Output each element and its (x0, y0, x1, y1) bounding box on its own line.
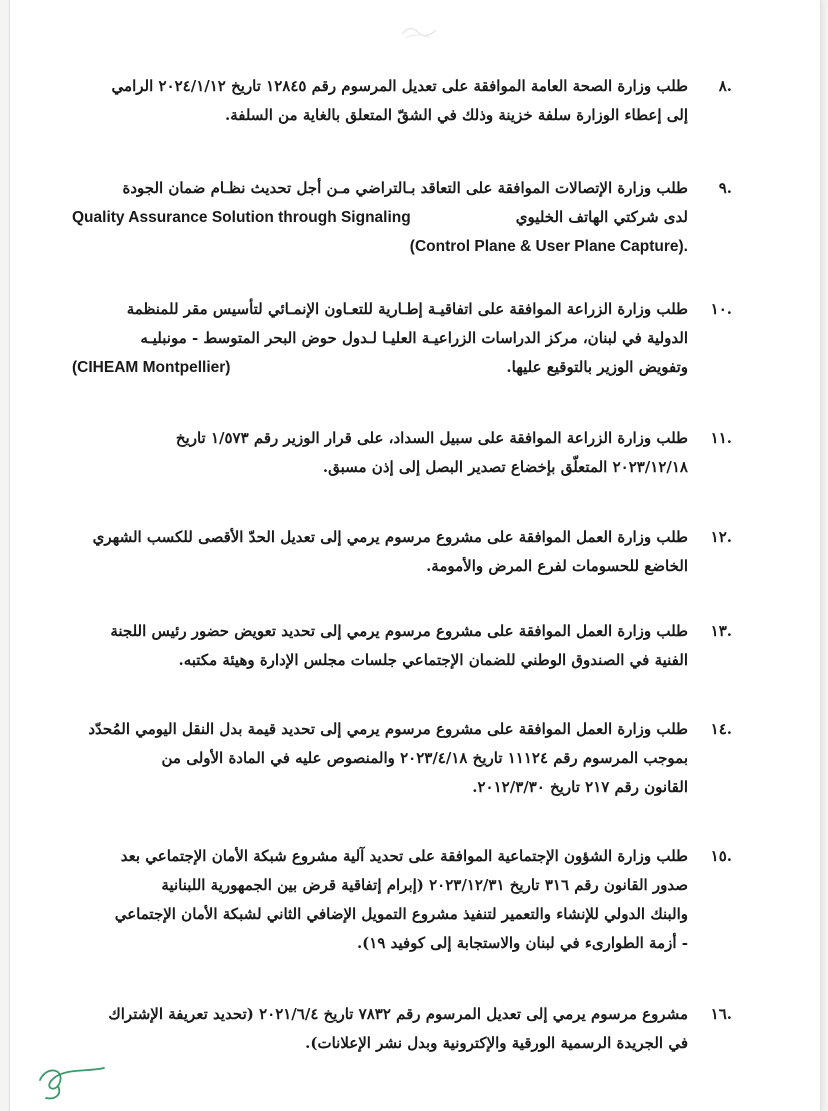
item-line: في الجريدة الرسمية الورقية والإكترونية وبدل نشر الإعلانات). (305, 1034, 688, 1052)
item-line (72, 203, 688, 232)
item-line: بموجب المرسوم رقم ١١١٢٤ تاريخ ٢٠٢٣/٤/١٨ والمنصوص عليه في المادة الأولى من (161, 749, 688, 767)
item-line: طلب وزارة العمل الموافقة على مشروع مرسوم يرمي إلى تحديد تعويض حضور رئيس اللجنة (110, 622, 688, 640)
item-line: القانون رقم ٢١٧ تاريخ ٢٠١٢/٣/٣٠. (472, 778, 688, 796)
list-item (72, 1000, 732, 1058)
document-page (10, 0, 820, 1111)
item-line-arabic: وتفويض الوزير بالتوقيع عليها. (506, 358, 688, 376)
list-item (72, 72, 732, 130)
item-line: الدولية في لبنان، مركز الدراسات الزراعيـة العليـا لـدول حوض البحر المتوسط - مونبليـه (140, 329, 688, 347)
item-text (72, 1000, 688, 1058)
item-line-latin: (CIHEAM Montpellier) (72, 359, 231, 376)
item-line: صدور القانون رقم ٣١٦ تاريخ ٢٠٢٣/١٢/٣١ (إبرام إتفاقية قرض بين الجمهورية اللبنانية (161, 876, 688, 894)
item-line-latin: Quality Assurance Solution through Signaling (72, 209, 411, 226)
item-line: والبنك الدولي للإنشاء والتعمير لتنفيذ مشروع التمويل الإضافي الثاني لشبكة الأمان الإجتماعي (114, 905, 688, 923)
item-text (72, 617, 688, 675)
item-text (72, 715, 688, 802)
item-number: .١٣ (710, 622, 732, 640)
item-line: - أزمة الطوارىء في لبنان والاستجابة إلى كوفيد ١٩). (356, 934, 688, 952)
item-number: .١٤ (710, 720, 732, 738)
item-text (72, 295, 688, 382)
item-number: .١٥ (710, 847, 732, 865)
item-number: .٩ (718, 179, 732, 197)
item-line: طلب وزارة الزراعة الموافقة على اتفاقيـة إطـارية للتعـاون الإنمـائي لتأسيس مقر للمنظمة (126, 300, 688, 318)
item-number: .٨ (718, 77, 732, 95)
item-line: طلب وزارة العمل الموافقة على مشروع مرسوم يرمي إلى تعديل الحدّ الأقصى للكسب الشهري (92, 528, 688, 546)
item-line (72, 353, 688, 382)
list-item (72, 174, 732, 261)
item-text (72, 842, 688, 958)
item-number: .١٠ (710, 300, 732, 318)
item-line: الفنية في الصندوق الوطني للضمان الإجتماعي جلسات مجلس الإدارة وهيئة مكتبه. (178, 651, 688, 669)
item-line: إلى إعطاء الوزارة سلفة خزينة وذلك في الشقّ المتعلق بالغاية من السلفة. (224, 106, 688, 124)
item-line: ٢٠٢٣/١٢/١٨ المتعلّق بإخضاع تصدير البصل إلى إذن مسبق. (322, 458, 688, 476)
handwritten-initial-icon (32, 1058, 122, 1104)
list-item (72, 617, 732, 675)
item-line-latin: (Control Plane & User Plane Capture). (409, 238, 688, 255)
list-item (72, 523, 732, 581)
item-text (72, 174, 688, 261)
item-line: طلب وزارة الإتصالات الموافقة على التعاقد بـالتراضي مـن أجل تحديث نظـام ضمان الجودة (122, 179, 688, 197)
list-item (72, 842, 732, 958)
item-line: الخاضع للحسومات لفرع المرض والأمومة. (426, 557, 688, 575)
item-text (72, 523, 688, 581)
item-line: طلب وزارة العمل الموافقة على مشروع مرسوم يرمي إلى تحديد قيمة بدل النقل اليومي المُحدّد (88, 720, 688, 738)
item-number: .١١ (710, 429, 732, 447)
item-text (72, 424, 688, 482)
item-number: .١٢ (710, 528, 732, 546)
item-text (72, 72, 688, 130)
item-line: طلب وزارة الزراعة الموافقة على سبيل السداد، على قرار الوزير رقم ١/٥٧٣ تاريخ (175, 429, 688, 447)
list-item (72, 715, 732, 802)
faint-stamp-icon (396, 18, 442, 44)
item-line: طلب وزارة الصحة العامة الموافقة على تعديل المرسوم رقم ١٢٨٤٥ تاريخ ٢٠٢٤/١/١٢ الرامي (111, 77, 688, 95)
item-line-arabic: لدى شركتي الهاتف الخليوي (515, 208, 688, 226)
item-line: مشروع مرسوم يرمي إلى تعديل المرسوم رقم ٧٨٣٢ تاريخ ٢٠٢١/٦/٤ (تحديد تعريفة الإشتراك (108, 1005, 688, 1023)
item-number: .١٦ (710, 1005, 732, 1023)
item-line: طلب وزارة الشؤون الإجتماعية الموافقة على تحديد آلية مشروع شبكة الأمان الإجتماعي بعد (120, 847, 688, 865)
list-item (72, 295, 732, 382)
list-item (72, 424, 732, 482)
